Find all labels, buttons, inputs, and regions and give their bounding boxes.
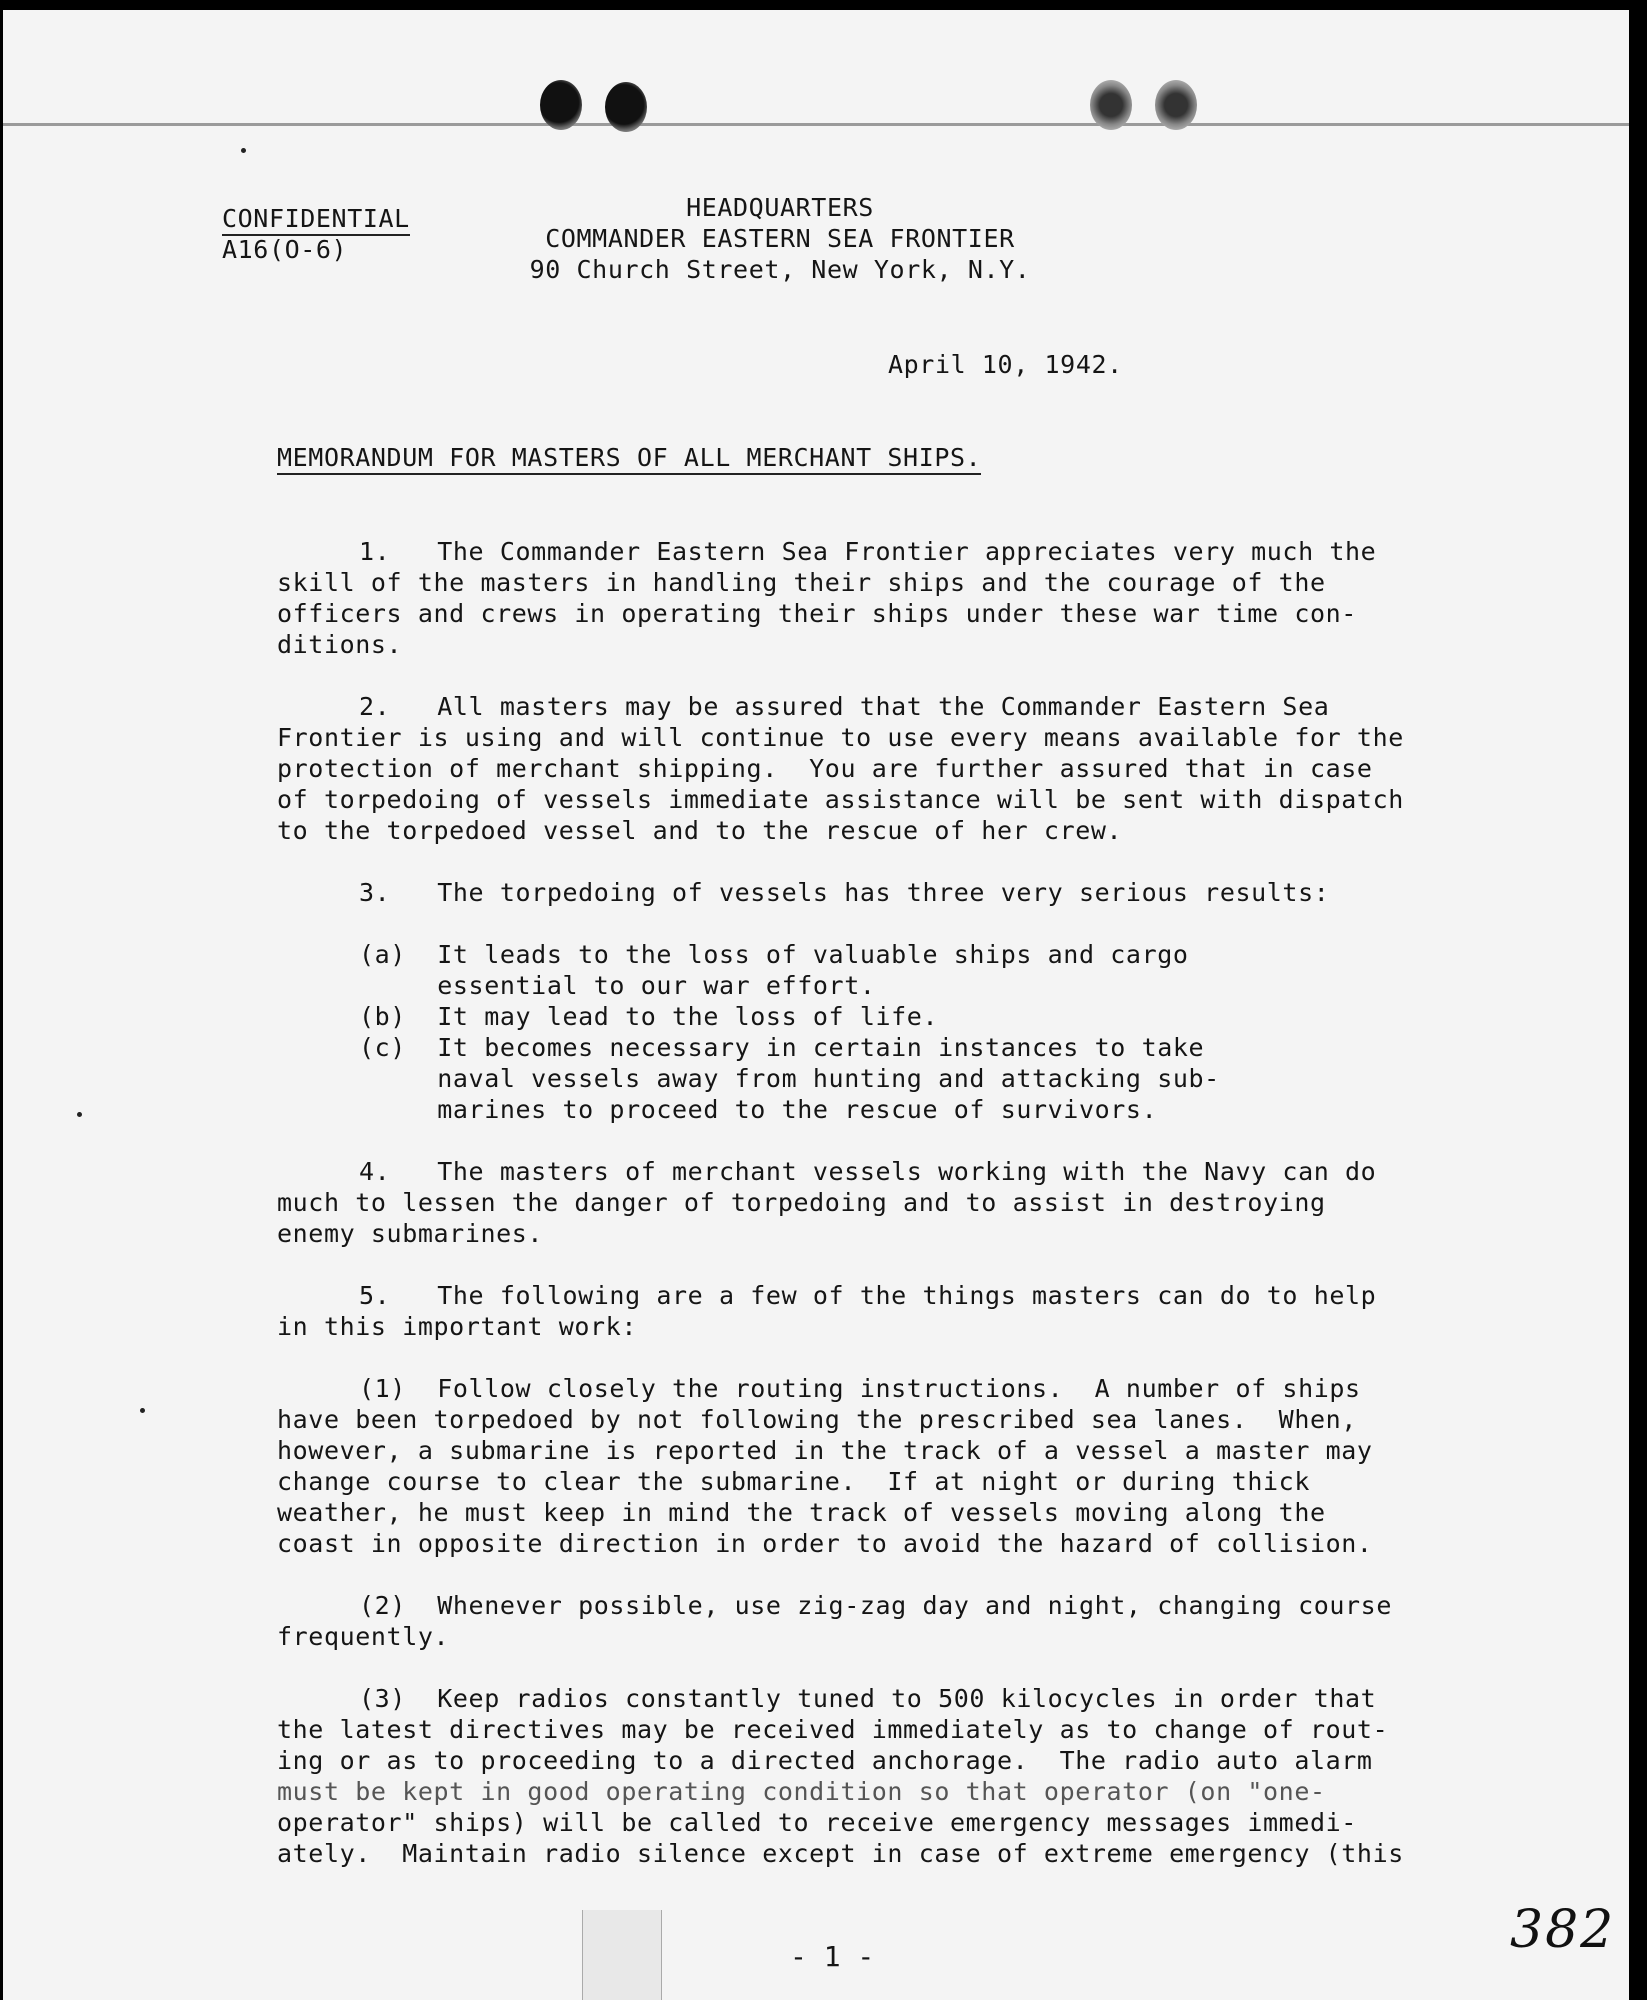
punch-hole-3 (1090, 80, 1132, 130)
memo-date: April 10, 1942. (888, 350, 1123, 379)
list-item: marines to proceed to the rescue of survivors. (359, 1095, 1158, 1124)
list-item: (b) It may lead to the loss of life. (359, 1002, 939, 1031)
subparagraph-2: (2) Whenever possible, use zig-zag day and night, changing course frequently. (277, 1591, 1392, 1651)
scan-border-top (0, 0, 1647, 10)
paragraph-1: 1. The Commander Eastern Sea Frontier appreciates very much the skill of the masters in handling their ships and the courage of the officers and crews in operating their ships under these war time con- ditions. (277, 537, 1377, 659)
scan-speck (241, 148, 246, 153)
scan-speck (140, 1408, 145, 1413)
subparagraph-1: (1) Follow closely the routing instructions. A number of ships have been torpedoed by not following the prescribed sea lanes. When, however, a submarine is reported in the track of a vessel a master may change course to clear the submarine. If at night or during thick weather, he must keep in mind the track of vessels moving along the coast in opposite direction in order to avoid the hazard of collision. (277, 1374, 1373, 1558)
classification-label: CONFIDENTIAL (222, 203, 410, 236)
scan-border-left (0, 0, 3, 2000)
memo-subject: MEMORANDUM FOR MASTERS OF ALL MERCHANT SHIPS. (277, 442, 981, 475)
list-item: naval vessels away from hunting and attacking sub- (359, 1064, 1220, 1093)
file-code: A16(O-6) (222, 235, 348, 264)
list-item: essential to our war effort. (359, 971, 876, 1000)
scan-border-right (1629, 0, 1647, 2000)
results-list (359, 939, 1559, 1125)
page-number: - 1 - (790, 1940, 875, 1973)
handwritten-page-number: 382 (1510, 1900, 1616, 1960)
paragraph-4: 4. The masters of merchant vessels working with the Navy can do much to lessen the danger of torpedoing and to assist in destroying enemy submarines. (277, 1157, 1377, 1248)
punch-hole-1 (540, 80, 582, 130)
punch-hole-4 (1155, 80, 1197, 130)
org-commander: COMMANDER EASTERN SEA FRONTIER (545, 224, 1015, 253)
org-address: 90 Church Street, New York, N.Y. (529, 255, 1031, 284)
paragraph-2: 2. All masters may be assured that the Commander Eastern Sea Frontier is using and will continue to use every means available for the protection of merchant shipping. You are further assured that in case of torpedoing of vessels immediate assistance will be sent with dispatch to the torpedoed vessel and to the rescue of her crew. (277, 692, 1404, 845)
paragraph-3: 3. The torpedoing of vessels has three very serious results: (359, 878, 1330, 907)
paragraph-5: 5. The following are a few of the things masters can do to help in this important work: (277, 1281, 1377, 1341)
org-headquarters: HEADQUARTERS (686, 193, 874, 222)
scan-speck (77, 1112, 82, 1117)
list-item: (c) It becomes necessary in certain instances to take (359, 1033, 1205, 1062)
list-item: (a) It leads to the loss of valuable ships and cargo (359, 940, 1189, 969)
punch-hole-2 (605, 82, 647, 132)
binder-tab (582, 1910, 662, 2000)
subparagraph-3: (3) Keep radios constantly tuned to 500 kilocycles in order that the latest directives may be received immediately as to change of rout- ing or as to proceeding to a directed anchorage. The radio auto alarm must be kept in good operating condition so that operator (on "one- operator" ships) will be called to receive emergency messages immedi- ately. Maintain radio silence except in case of extreme emergency (this (277, 1684, 1404, 1868)
fold-line (3, 123, 1629, 126)
